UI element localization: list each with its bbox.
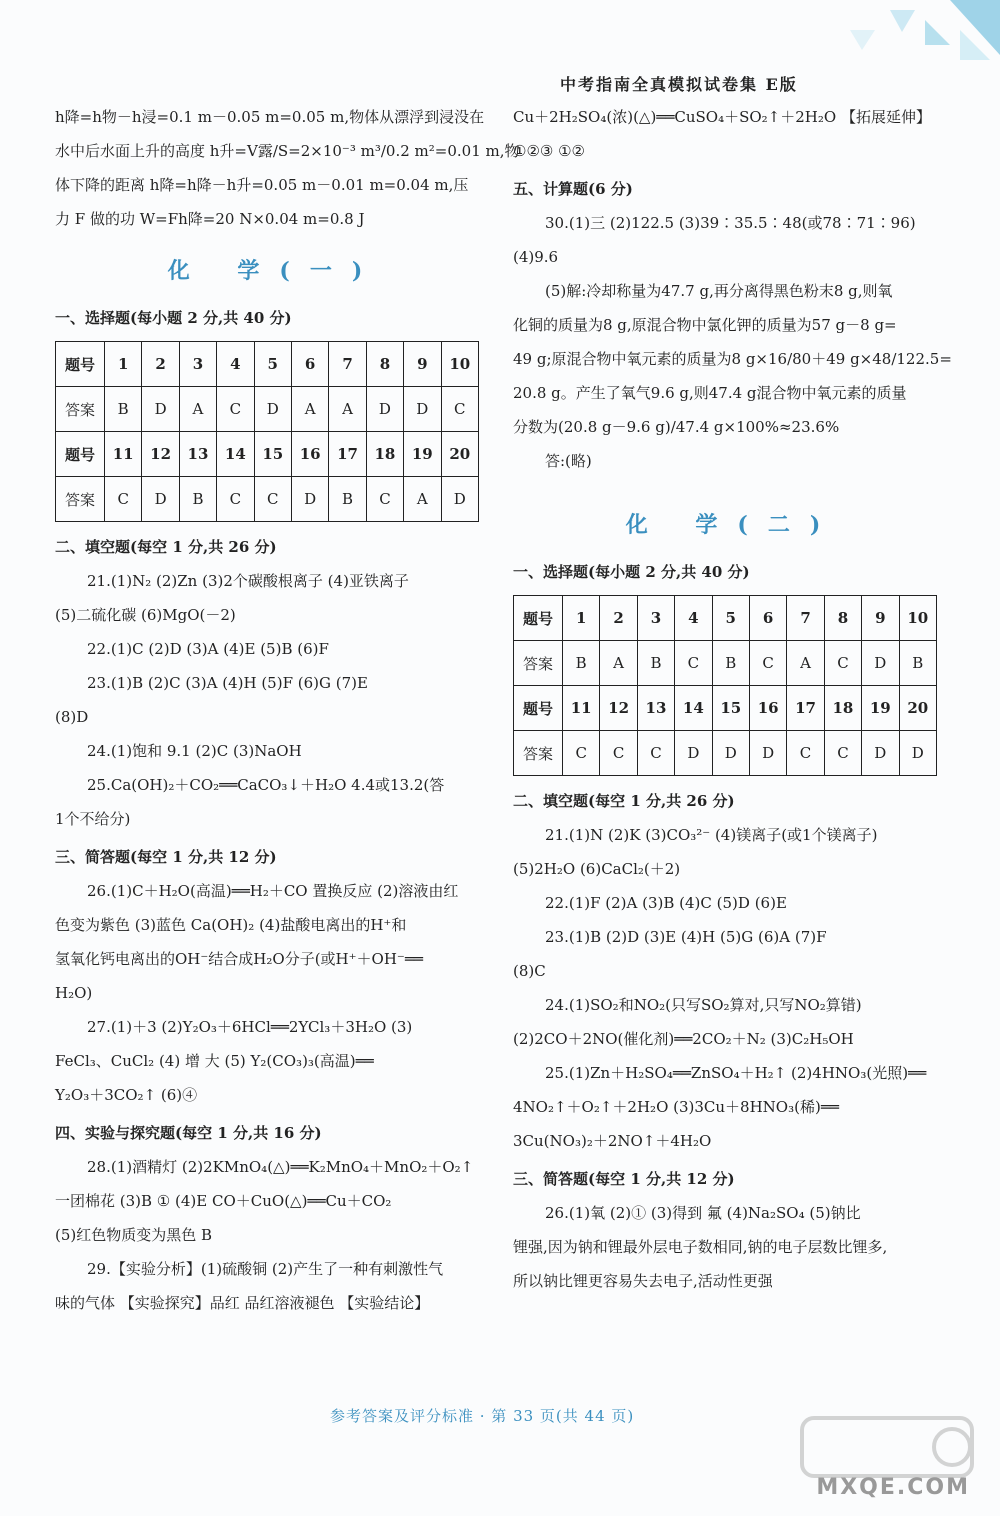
answer-line: FeCl₃、CuCl₂ (4) 增 大 (5) Y₂(CO₃)₃(高温)══	[55, 1052, 374, 1070]
table-cell: C	[217, 477, 254, 522]
table-cell: D	[254, 387, 291, 432]
table-cell: B	[563, 641, 600, 686]
table-cell: D	[899, 731, 936, 776]
answer-line: 一团棉花 (3)B ① (4)E CO＋CuO(△)══Cu＋CO₂	[55, 1192, 392, 1210]
answer-line: (5)二硫化碳 (6)MgO(－2)	[55, 606, 236, 624]
answer-line: 化铜的质量为8 g,原混合物中氯化钾的质量为57 g－8 g=	[513, 316, 897, 334]
table-cell: 6	[749, 596, 786, 641]
table-cell: 16	[291, 432, 328, 477]
table-cell: D	[749, 731, 786, 776]
table-cell: C	[366, 477, 403, 522]
table-cell: D	[675, 731, 712, 776]
answer-line: 23.(1)B (2)D (3)E (4)H (5)G (6)A (7)F	[545, 928, 827, 946]
table-cell: A	[404, 477, 441, 522]
answer-line: 49 g;原混合物中氧元素的质量为8 g×16/80＋49 g×48/122.5=	[513, 350, 952, 368]
table-cell: 6	[291, 342, 328, 387]
table-cell: 5	[254, 342, 291, 387]
table-cell: 11	[563, 686, 600, 731]
answer-line: 4NO₂↑＋O₂↑＋2H₂O (3)3Cu＋8HNO₃(稀)══	[513, 1098, 839, 1116]
table-cell: 17	[787, 686, 824, 731]
table-cell: 12	[600, 686, 637, 731]
table-cell: A	[600, 641, 637, 686]
table-cell: D	[142, 477, 179, 522]
table-cell: 9	[862, 596, 899, 641]
table-cell: 19	[862, 686, 899, 731]
table-cell: C	[600, 731, 637, 776]
answer-line: Cu＋2H₂SO₄(浓)(△)══CuSO₄＋SO₂↑＋2H₂O 【拓展延伸】	[513, 108, 931, 126]
table-cell: 18	[366, 432, 403, 477]
answer-line: 氢氧化钙电离出的OH⁻结合成H₂O分子(或H⁺＋OH⁻══	[55, 950, 423, 968]
table-cell: C	[749, 641, 786, 686]
answer-line: 色变为紫色 (3)蓝色 Ca(OH)₂ (4)盐酸电离出的H⁺和	[55, 916, 407, 934]
book-header-title: 中考指南全真模拟试卷集 E版	[560, 75, 798, 94]
answer-line: (5)红色物质变为黑色 B	[55, 1226, 213, 1244]
table-cell: B	[899, 641, 936, 686]
table-cell: 15	[254, 432, 291, 477]
table-cell: 18	[824, 686, 861, 731]
table-cell: D	[441, 477, 478, 522]
table-cell: 17	[329, 432, 366, 477]
answer-line: Y₂O₃＋3CO₂↑ (6)④	[55, 1086, 198, 1104]
answer-line: 24.(1)饱和 9.1 (2)C (3)NaOH	[87, 742, 302, 760]
table-cell: 13	[637, 686, 674, 731]
answer-line: 26.(1)C＋H₂O(高温)══H₂＋CO 置换反应 (2)溶液由红	[87, 882, 459, 900]
answer-line: 23.(1)B (2)C (3)A (4)H (5)F (6)G (7)E	[87, 674, 368, 692]
table-cell: B	[712, 641, 749, 686]
answer-line: (5)解:冷却称量为47.7 g,再分离得黑色粉末8 g,则氧	[545, 282, 893, 300]
answer-line: H₂O)	[55, 984, 93, 1002]
answer-line: 所以钠比锂更容易失去电子,活动性更强	[513, 1272, 773, 1290]
answer-line: 24.(1)SO₂和NO₂(只写SO₂算对,只写NO₂算错)	[545, 996, 862, 1014]
text-line: 力 F 做的功 W=Fh降=20 N×0.04 m=0.8 J	[55, 210, 365, 228]
table-cell: B	[329, 477, 366, 522]
answer-line: (4)9.6	[513, 248, 559, 266]
section-heading: 一、选择题(每小题 2 分,共 40 分)	[55, 309, 292, 327]
table-row	[514, 686, 937, 731]
table-cell: 15	[712, 686, 749, 731]
table-cell: 题号	[514, 686, 563, 731]
header-triangle-decoration	[830, 0, 1000, 70]
table-cell: 5	[712, 596, 749, 641]
table-cell: C	[675, 641, 712, 686]
section-heading: 二、填空题(每空 1 分,共 26 分)	[513, 792, 735, 810]
table-cell: 7	[787, 596, 824, 641]
table-cell: 2	[600, 596, 637, 641]
table-cell: C	[441, 387, 478, 432]
table-cell: 题号	[56, 342, 105, 387]
table-cell: 4	[217, 342, 254, 387]
table-cell: 11	[105, 432, 142, 477]
answer-line: 22.(1)F (2)A (3)B (4)C (5)D (6)E	[545, 894, 787, 912]
table-cell: C	[787, 731, 824, 776]
answer-line: 1个不给分)	[55, 810, 131, 828]
table-cell: B	[179, 477, 216, 522]
table-cell: 13	[179, 432, 216, 477]
table-cell: 4	[675, 596, 712, 641]
answer-line: 22.(1)C (2)D (3)A (4)E (5)B (6)F	[87, 640, 329, 658]
watermark-text: MXQE.COM	[816, 1475, 970, 1500]
table-cell: D	[366, 387, 403, 432]
section-heading: 二、填空题(每空 1 分,共 26 分)	[55, 538, 277, 556]
table-cell: 20	[899, 686, 936, 731]
text-line: 水中后水面上升的高度 h升=V露/S=2×10⁻³ m³/0.2 m²=0.01 m,物	[55, 142, 520, 160]
answer-line: (2)2CO＋2NO(催化剂)══2CO₂＋N₂ (3)C₂H₅OH	[513, 1030, 854, 1048]
answer-line: 答:(略)	[545, 452, 592, 470]
text-line: h降=h物－h浸=0.1 m－0.05 m=0.05 m,物体从漂浮到浸没在	[55, 108, 485, 126]
table-cell: 答案	[56, 477, 105, 522]
table-cell: 10	[899, 596, 936, 641]
section-heading: 五、计算题(6 分)	[513, 180, 633, 198]
table-cell: A	[787, 641, 824, 686]
table-cell: D	[862, 731, 899, 776]
table-cell: C	[254, 477, 291, 522]
answer-line: 锂强,因为钠和锂最外层电子数相同,钠的电子层数比锂多,	[513, 1238, 888, 1256]
table-cell: D	[862, 641, 899, 686]
table-cell: C	[105, 477, 142, 522]
section-heading: 三、简答题(每空 1 分,共 12 分)	[55, 848, 277, 866]
table-cell: C	[637, 731, 674, 776]
answer-line: 28.(1)酒精灯 (2)2KMnO₄(△)══K₂MnO₄＋MnO₂＋O₂↑	[87, 1158, 474, 1176]
table-row	[56, 387, 479, 432]
table-cell: 10	[441, 342, 478, 387]
table-row	[56, 342, 479, 387]
table-cell: A	[329, 387, 366, 432]
table-cell: D	[291, 477, 328, 522]
table-cell: D	[404, 387, 441, 432]
answer-line: 21.(1)N₂ (2)Zn (3)2个碳酸根离子 (4)亚铁离子	[87, 572, 409, 590]
page-footer: 参考答案及评分标准 · 第 33 页(共 44 页)	[330, 1407, 635, 1425]
section-heading: 三、简答题(每空 1 分,共 12 分)	[513, 1170, 735, 1188]
section-heading: 四、实验与探究题(每空 1 分,共 16 分)	[55, 1124, 322, 1142]
table-row	[514, 596, 937, 641]
answer-line: 25.(1)Zn＋H₂SO₄══ZnSO₄＋H₂↑ (2)4HNO₃(光照)══	[545, 1064, 927, 1082]
answer-line: 30.(1)三 (2)122.5 (3)39∶35.5∶48(或78∶71∶96)	[545, 214, 916, 232]
table-row	[56, 432, 479, 477]
table-cell: 19	[404, 432, 441, 477]
section-title-chem2: 化 学(二)	[625, 512, 841, 538]
table-cell: 16	[749, 686, 786, 731]
table-cell: 1	[105, 342, 142, 387]
table-cell: D	[712, 731, 749, 776]
table-cell: C	[824, 641, 861, 686]
table-cell: 8	[366, 342, 403, 387]
table-cell: 9	[404, 342, 441, 387]
table-row	[56, 477, 479, 522]
answer-line: 3Cu(NO₃)₂＋2NO↑＋4H₂O	[513, 1132, 712, 1150]
table-cell: 答案	[56, 387, 105, 432]
answer-line: (8)D	[55, 708, 89, 726]
table-cell: 7	[329, 342, 366, 387]
table-cell: 答案	[514, 731, 563, 776]
table-cell: B	[105, 387, 142, 432]
section-heading: 一、选择题(每小题 2 分,共 40 分)	[513, 563, 750, 581]
section-title-chem1: 化 学(一)	[167, 258, 383, 284]
answer-line: 21.(1)N (2)K (3)CO₃²⁻ (4)镁离子(或1个镁离子)	[545, 826, 878, 844]
table-row	[514, 731, 937, 776]
text-line: 体下降的距离 h降=h降－h升=0.05 m－0.01 m=0.04 m,压	[55, 176, 469, 194]
table-cell: 20	[441, 432, 478, 477]
answer-line: ①②③ ①②	[513, 142, 586, 160]
answer-line: (8)C	[513, 962, 546, 980]
table-cell: 2	[142, 342, 179, 387]
answer-table-chem2	[513, 595, 937, 776]
answer-line: 分数为(20.8 g－9.6 g)/47.4 g×100%≈23.6%	[513, 418, 840, 436]
table-cell: 题号	[514, 596, 563, 641]
table-cell: C	[563, 731, 600, 776]
table-row	[514, 641, 937, 686]
answer-table-chem1	[55, 341, 479, 522]
table-cell: 1	[563, 596, 600, 641]
table-cell: 3	[179, 342, 216, 387]
answer-line: 29.【实验分析】(1)硫酸铜 (2)产生了一种有刺激性气	[87, 1260, 444, 1278]
table-cell: 8	[824, 596, 861, 641]
answer-line: 味的气体 【实验探究】品红 品红溶液褪色 【实验结论】	[55, 1294, 430, 1312]
table-cell: 3	[637, 596, 674, 641]
table-cell: A	[179, 387, 216, 432]
table-cell: 题号	[56, 432, 105, 477]
answer-line: 26.(1)氧 (2)① (3)得到 氟 (4)Na₂SO₄ (5)钠比	[545, 1204, 861, 1222]
answer-line: 25.Ca(OH)₂＋CO₂══CaCO₃↓＋H₂O 4.4或13.2(答	[87, 776, 445, 794]
right-column	[513, 100, 953, 1298]
table-cell: 14	[217, 432, 254, 477]
table-cell: A	[291, 387, 328, 432]
answer-line: 20.8 g。产生了氧气9.6 g,则47.4 g混合物中氧元素的质量	[513, 384, 907, 402]
table-cell: D	[142, 387, 179, 432]
table-cell: C	[824, 731, 861, 776]
table-cell: 14	[675, 686, 712, 731]
answer-line: 27.(1)＋3 (2)Y₂O₃＋6HCl══2YCl₃＋3H₂O (3)	[87, 1018, 413, 1036]
left-column	[55, 100, 520, 1320]
table-cell: 答案	[514, 641, 563, 686]
table-cell: C	[217, 387, 254, 432]
table-cell: B	[637, 641, 674, 686]
table-cell: 12	[142, 432, 179, 477]
answer-line: (5)2H₂O (6)CaCl₂(＋2)	[513, 860, 681, 878]
